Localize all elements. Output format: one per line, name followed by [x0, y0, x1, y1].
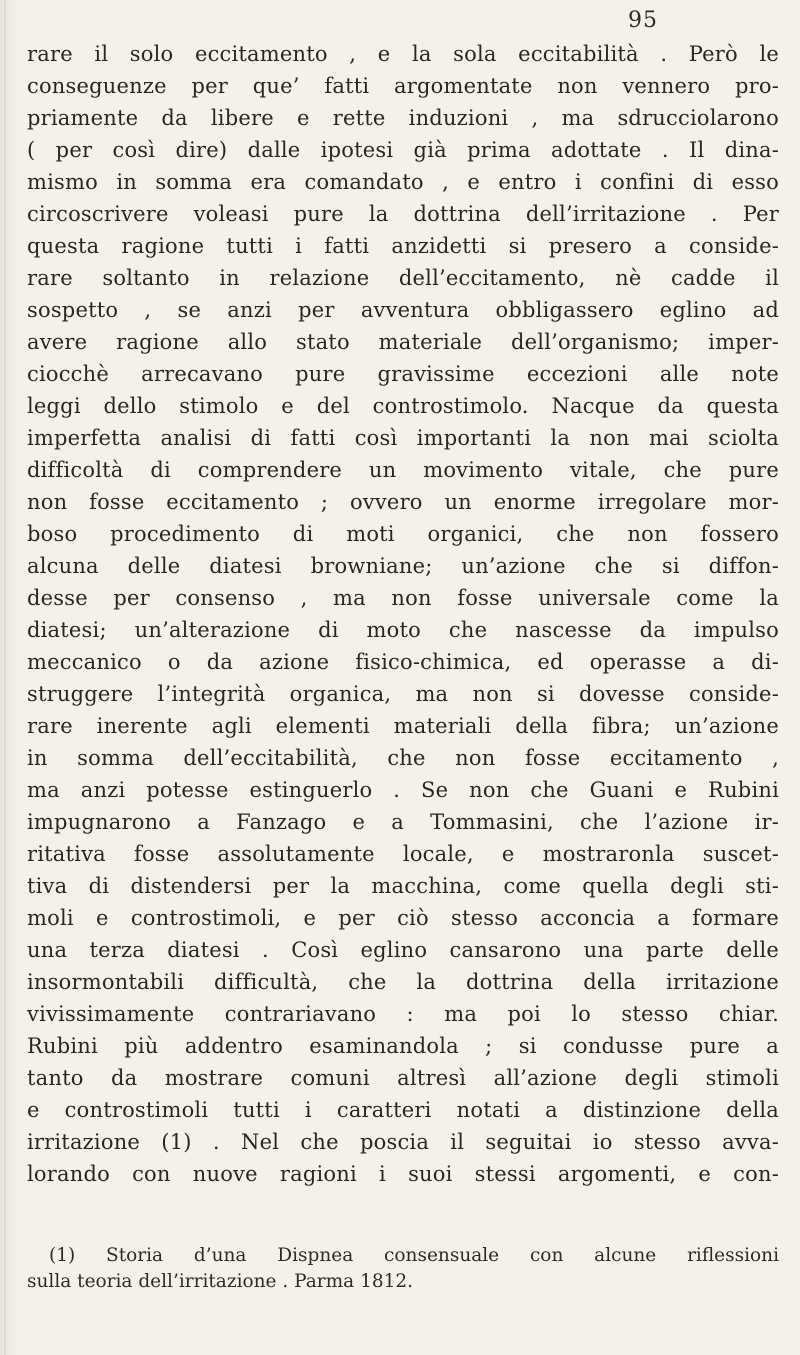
text-line: ciocchè arrecavano pure gravissime eccezioni alle note [27, 362, 779, 386]
text-line: ( per così dire) dalle ipotesi già prima adottate . Il dina- [27, 138, 779, 162]
text-line: alcuna delle diatesi browniane; un’azione che si diffon- [27, 554, 779, 578]
text-line: ritativa fosse assolutamente locale, e mostraronla suscet- [27, 842, 779, 866]
text-line: rare soltanto in relazione dell’eccitamento, nè cadde il [27, 266, 779, 290]
text-line: leggi dello stimolo e del controstimolo. Nacque da questa [27, 394, 779, 418]
footnote-line: sulla teoria dell’irritazione . Parma 1812. [27, 1271, 414, 1292]
text-line: non fosse eccitamento ; ovvero un enorme irregolare mor- [27, 490, 779, 514]
text-line: priamente da libere e rette induzioni , ma sdrucciolarono [27, 106, 779, 130]
text-line: sospetto , se anzi per avventura obbligassero eglino ad [27, 298, 779, 322]
text-line: lorando con nuove ragioni i suoi stessi argomenti, e con- [27, 1162, 779, 1186]
text-line: questa ragione tutti i fatti anzidetti si presero a conside- [27, 234, 779, 258]
text-line: difficoltà di comprendere un movimento vitale, che pure [27, 458, 779, 482]
footnote [27, 1243, 779, 1295]
text-line: circoscrivere voleasi pure la dottrina dell’irritazione . Per [27, 202, 779, 226]
body-text [27, 38, 779, 1190]
text-line: boso procedimento di moti organici, che non fossero [27, 522, 779, 546]
text-line: avere ragione allo stato materiale dell’organismo; imper- [27, 330, 779, 354]
text-line: moli e controstimoli, e per ciò stesso acconcia a formare [27, 906, 779, 930]
text-line: imperfetta analisi di fatti così importanti la non mai sciolta [27, 426, 779, 450]
text-line: diatesi; un’alterazione di moto che nascesse da impulso [27, 618, 779, 642]
text-line: conseguenze per que’ fatti argomentate non vennero pro- [27, 74, 779, 98]
text-line: tiva di distendersi per la macchina, come quella degli sti- [27, 874, 779, 898]
text-line: insormontabili difficultà, che la dottrina della irritazione [27, 970, 779, 994]
text-line: struggere l’integrità organica, ma non si dovesse conside- [27, 682, 779, 706]
text-line: tanto da mostrare comuni altresì all’azione degli stimoli [27, 1066, 779, 1090]
footnote-line: (1) Storia d’una Dispnea consensuale con alcune riflessioni [49, 1245, 779, 1266]
text-line: impugnarono a Fanzago e a Tommasini, che l’azione ir- [27, 810, 779, 834]
text-line: Rubini più addentro esaminandola ; si condusse pure a [27, 1034, 779, 1058]
text-line: rare il solo eccitamento , e la sola eccitabilità . Però le [27, 42, 779, 66]
text-line: mismo in somma era comandato , e entro i confini di esso [27, 170, 779, 194]
text-line: desse per consenso , ma non fosse universale come la [27, 586, 779, 610]
text-line: meccanico o da azione fisico-chimica, ed operasse a di- [27, 650, 779, 674]
text-line: vivissimamente contrariavano : ma poi lo stesso chiar. [27, 1002, 779, 1026]
text-line: ma anzi potesse estinguerlo . Se non che Guani e Rubini [27, 778, 779, 802]
page-number: 95 [628, 8, 658, 33]
text-line: irritazione (1) . Nel che poscia il seguitai io stesso avva- [27, 1130, 779, 1154]
binding-gutter [4, 0, 6, 1355]
text-line: una terza diatesi . Così eglino cansarono una parte delle [27, 938, 779, 962]
text-line: rare inerente agli elementi materiali della fibra; un’azione [27, 714, 779, 738]
text-line: e controstimoli tutti i caratteri notati a distinzione della [27, 1098, 779, 1122]
text-line: in somma dell’eccitabilità, che non fosse eccitamento , [27, 746, 779, 770]
